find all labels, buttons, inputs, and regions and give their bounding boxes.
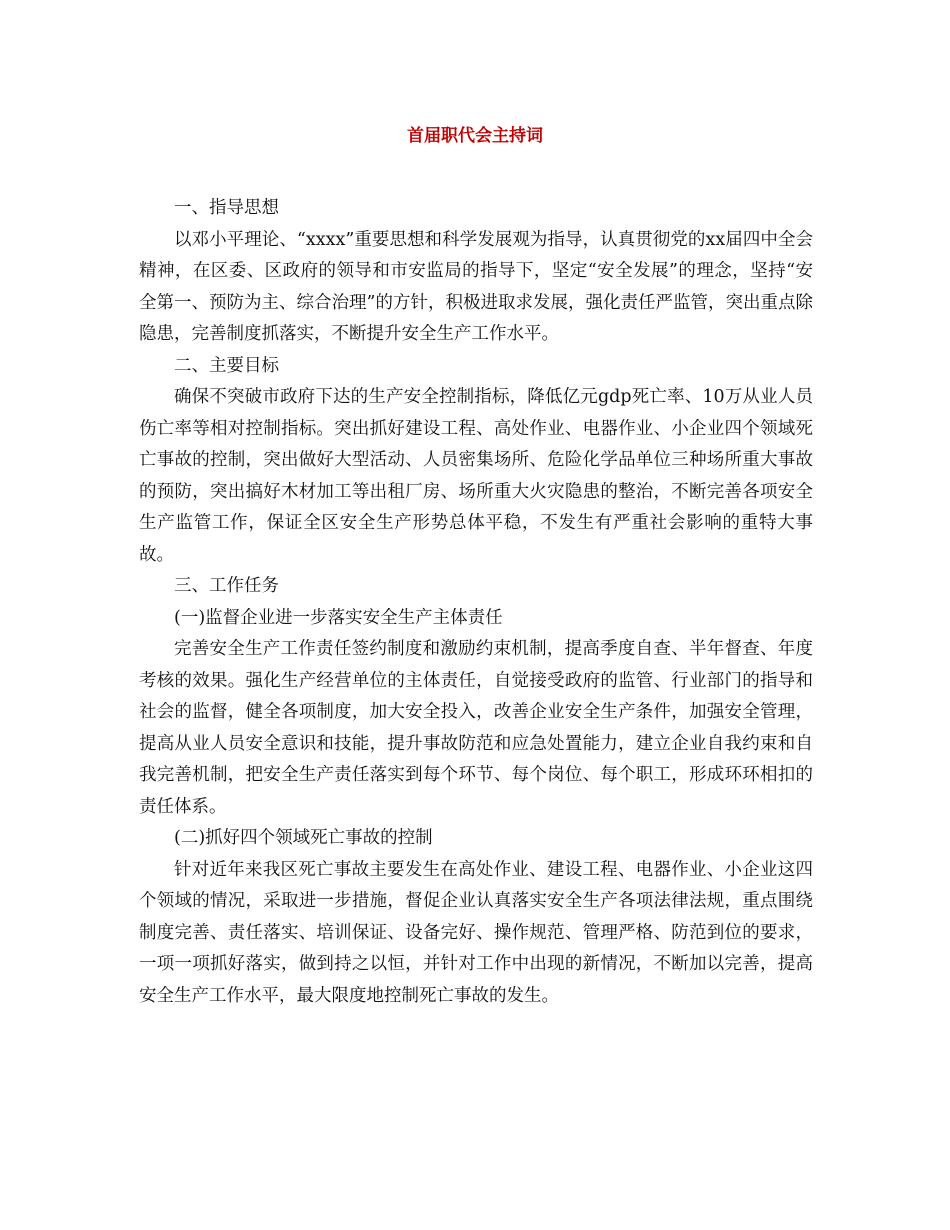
section-heading-guiding-ideology: 一、指导思想 — [174, 198, 279, 218]
document-body — [139, 193, 813, 1012]
document-title: 首届职代会主持词 — [407, 126, 543, 146]
paragraph-main-goals: 确保不突破市政府下达的生产安全控制指标，降低亿元gdp死亡率、10万从业人员伤亡率等相对控制指标。突出抓好建设工程、高处作业、电器作业、小企业四个领域死亡事故的控制，突出做好大型活动、人员密集场所、危险化学品单位三种场所重大事故的预防，突出搞好木材加工等出租厂房、场所重大火灾隐患的整治，不断完善各项安全生产监管工作，保证全区安全生产形势总体平稳，不发生有严重社会影响的重特大事故。 — [139, 387, 813, 565]
paragraph-subsection-2: 针对近年来我区死亡事故主要发生在高处作业、建设工程、电器作业、小企业这四个领域的情况，采取进一步措施，督促企业认真落实安全生产各项法律法规，重点围绕制度完善、责任落实、培训保证、设备完好、操作规范、管理严格、防范到位的要求，一项一项抓好落实，做到持之以恒，并针对工作中出现的新情况，不断加以完善，提高安全生产工作水平，最大限度地控制死亡事故的发生。 — [139, 859, 813, 1006]
section-heading-work-tasks: 三、工作任务 — [174, 576, 279, 596]
paragraph-subsection-1: 完善安全生产工作责任签约制度和激励约束机制，提高季度自查、半年督查、年度考核的效果。强化生产经营单位的主体责任，自觉接受政府的监管、行业部门的指导和社会的监督，健全各项制度，加大安全投入，改善企业安全生产条件，加强安全管理，提高从业人员安全意识和技能，提升事故防范和应急处置能力，建立企业自我约束和自我完善机制，把安全生产责任落实到每个环节、每个岗位、每个职工，形成环环相扣的责任体系。 — [139, 639, 813, 817]
paragraph-guiding-ideology: 以邓小平理论、“xxxx”重要思想和科学发展观为指导，认真贯彻党的xx届四中全会精神，在区委、区政府的领导和市安监局的指导下，坚定“安全发展”的理念，坚持“安全第一、预防为主、综合治理”的方针，积极进取求发展，强化责任严监管，突出重点除隐患，完善制度抓落实，不断提升安全生产工作水平。 — [139, 229, 813, 344]
section-heading-main-goals: 二、主要目标 — [174, 355, 279, 376]
subsection-heading-1: (一)监督企业进一步落实安全生产主体责任 — [174, 607, 503, 628]
subsection-heading-2: (二)抓好四个领域死亡事故的控制 — [174, 828, 433, 848]
